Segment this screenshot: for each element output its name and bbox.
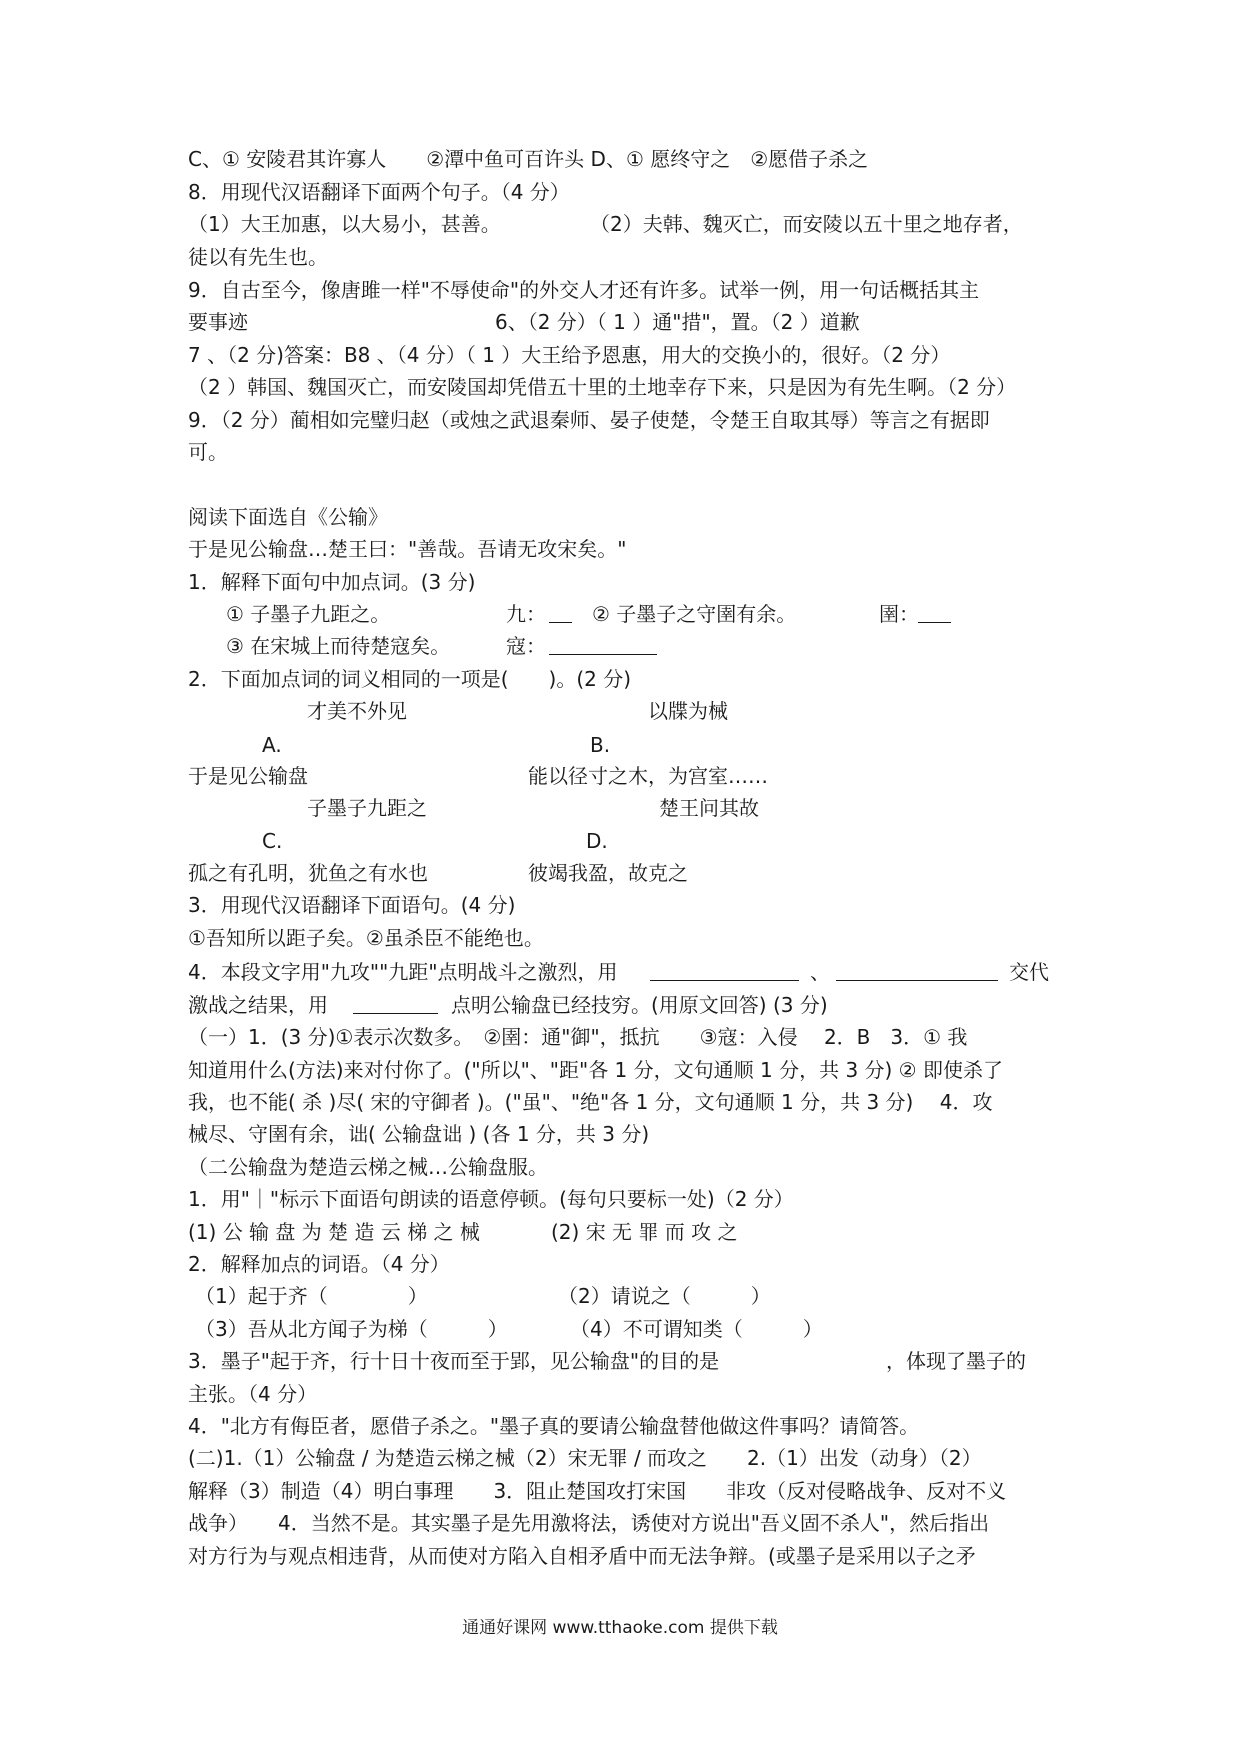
option-d-bottom: 彼竭我盈，故克之 <box>528 861 688 885</box>
option-c-top: 子墨子九距之 <box>307 796 427 820</box>
s2-excerpt-range: （二公输盘为楚造云梯之械…公输盘服。 <box>188 1155 548 1179</box>
question-8-sentence-2-cont: 徒以有先生也。 <box>188 245 328 269</box>
s1-question-3: 3．用现代汉语翻译下面语句。(4 分) <box>188 893 516 917</box>
option-b-letter: B. <box>590 733 611 757</box>
s1-answer-line: 我，也不能( 杀 )尽( 宋的守御者 )。("虽"、"绝"各 1 分，文句通顺 1 分，共 3 分) 4．攻 <box>188 1090 993 1114</box>
s1-question-4-part1: 4．本段文字用"九攻""九距"点明战斗之激烈，用 <box>188 960 618 984</box>
answer-blank <box>918 600 951 623</box>
answer-8-2: （2 ）韩国、魏国灭亡，而安陵国却凭借五十里的土地幸存下来，只是因为有先生啊。（2 分） <box>188 375 1017 399</box>
question-9-cont: 要事迹 <box>188 310 248 334</box>
answer-blank <box>353 991 438 1014</box>
s1-answer-line: 知道用什么(方法)来对付你了。("所以"、"距"各 1 分，文句通顺 1 分，共 3 分) ② 即使杀了 <box>188 1058 1003 1082</box>
answer-blank <box>836 958 998 981</box>
s1-answer-line: （一）1．(3 分)①表示次数多。 ②圉：通"御"，抵抗 ③寇：入侵 2．B 3．① 我 <box>188 1025 968 1049</box>
option-b-top: 以牒为械 <box>648 699 728 723</box>
s1-question-2: 2．下面加点词的词义相同的一项是( )。(2 分) <box>188 667 632 691</box>
answer-9-cont: 可。 <box>188 440 228 464</box>
section-heading: 阅读下面选自《公输》 <box>188 505 388 529</box>
s2-q1-sentence-2: (2) 宋 无 罪 而 攻 之 <box>551 1220 738 1244</box>
answer-7-8: 7 、（2 分)答案：B8 、（4 分）（ 1 ）大王给予恩惠，用大的交换小的，很好。（2 分） <box>188 343 951 367</box>
answer-9: 9．（2 分）蔺相如完璧归赵（或烛之武退秦师、晏子使楚，令楚王自取其辱）等言之有据即 <box>188 408 990 432</box>
option-a-top: 才美不外见 <box>307 699 407 723</box>
s1-q1-item-c: ③ 在宋城上而待楚寇矣。 <box>226 634 451 658</box>
s1-q1-item-a: ① 子墨子九距之。 <box>226 602 391 626</box>
s2-question-2: 2．解释加点的词语。（4 分） <box>188 1252 450 1276</box>
option-c-d-line: C、① 安陵君其许寡人 ②潭中鱼可百许头 D、① 愿终守之 ②愿借子杀之 <box>188 147 869 171</box>
question-8: 8．用现代汉语翻译下面两个句子。（4 分） <box>188 180 570 204</box>
page-footer: 通通好课网 www.tthaoke.com 提供下载 <box>462 1618 778 1638</box>
s2-q1-sentence-1: (1) 公 输 盘 为 楚 造 云 梯 之 械 <box>188 1220 480 1244</box>
question-8-sentence-2: （2）夫韩、魏灭亡，而安陵以五十里之地存者， <box>590 212 1023 236</box>
s2-q2-item-3: （3）吾从北方闻子为梯（ ） <box>195 1317 508 1341</box>
answer-blank <box>549 632 657 655</box>
s2-question-3-cont: 主张。（4 分） <box>188 1382 318 1406</box>
s2-question-4: 4．"北方有侮臣者，愿借子杀之。"墨子真的要请公输盘替他做这件事吗？请简答。 <box>188 1414 920 1438</box>
s2-q2-item-2: （2）请说之（ ） <box>558 1284 771 1308</box>
answer-6: 6、（2 分）（ 1 ）通"措"，置。（2 ）道歉 <box>495 310 860 334</box>
s2-answer-line: 解释（3）制造（4）明白事理 3．阻止楚国攻打宋国 非攻（反对侵略战争、反对不义 <box>188 1479 1007 1503</box>
answer-blank <box>549 600 572 623</box>
s1-question-4-separator: 、 <box>810 960 830 984</box>
option-c-letter: C. <box>262 829 283 853</box>
s2-q2-item-4: （4）不可谓知类（ ） <box>570 1317 823 1341</box>
question-9: 9．自古至今，像唐雎一样"不辱使命"的外交人才还有许多。试举一例，用一句话概括其主 <box>188 278 980 302</box>
s2-answer-line: (二)1.（1）公输盘 / 为楚造云梯之械（2）宋无罪 / 而攻之 2.（1）出发（动身）（2） <box>188 1446 982 1470</box>
s2-answer-line: 对方行为与观点相违背，从而使对方陷入自相矛盾中而无法争辩。(或墨子是采用以子之矛 <box>188 1544 976 1568</box>
s2-answer-line: 战争） 4．当然不是。其实墨子是先用激将法，诱使对方说出"吾义固不杀人"，然后指出 <box>188 1511 990 1535</box>
option-a-letter: A. <box>262 733 282 757</box>
s1-q1-label-b: 圉： <box>879 602 919 626</box>
s1-q1-label-a: 九： <box>506 602 546 626</box>
option-a-bottom: 于是见公输盘 <box>188 764 308 788</box>
s1-question-3-text: ①吾知所以距子矣。②虽杀臣不能绝也。 <box>188 926 544 950</box>
s1-question-1: 1．解释下面句中加点词。(3 分) <box>188 570 476 594</box>
s2-question-3-tail: ，体现了墨子的 <box>886 1349 1026 1373</box>
question-8-sentence-1: （1）大王加惠，以大易小，甚善。 <box>188 212 501 236</box>
excerpt-range: 于是见公输盘…楚王曰："善哉。吾请无攻宋矣。" <box>188 537 627 561</box>
s1-question-4-part2: 交代 <box>1009 960 1049 984</box>
s1-q1-item-b: ② 子墨子之守圉有余。 <box>592 602 797 626</box>
option-d-letter: D. <box>586 829 608 853</box>
s1-question-4-part4: 点明公输盘已经技穷。(用原文回答) (3 分) <box>451 993 828 1017</box>
s1-q1-label-c: 寇： <box>506 634 546 658</box>
s2-question-3: 3．墨子"起于齐，行十日十夜而至于郢，见公输盘"的目的是 <box>188 1349 720 1373</box>
option-b-bottom: 能以径寸之木，为宫室…… <box>528 764 768 788</box>
option-d-top: 楚王问其故 <box>659 796 759 820</box>
s1-question-4-part3: 激战之结果，用 <box>188 993 328 1017</box>
answer-blank <box>650 958 799 981</box>
s2-question-1: 1．用"｜"标示下面语句朗读的语意停顿。(每句只要标一处)（2 分） <box>188 1187 794 1211</box>
option-c-bottom: 孤之有孔明，犹鱼之有水也 <box>188 861 428 885</box>
s2-q2-item-1: （1）起于齐（ ） <box>195 1284 428 1308</box>
s1-answer-line: 械尽、守圉有余，诎( 公输盘诎 ) (各 1 分，共 3 分) <box>188 1122 650 1146</box>
